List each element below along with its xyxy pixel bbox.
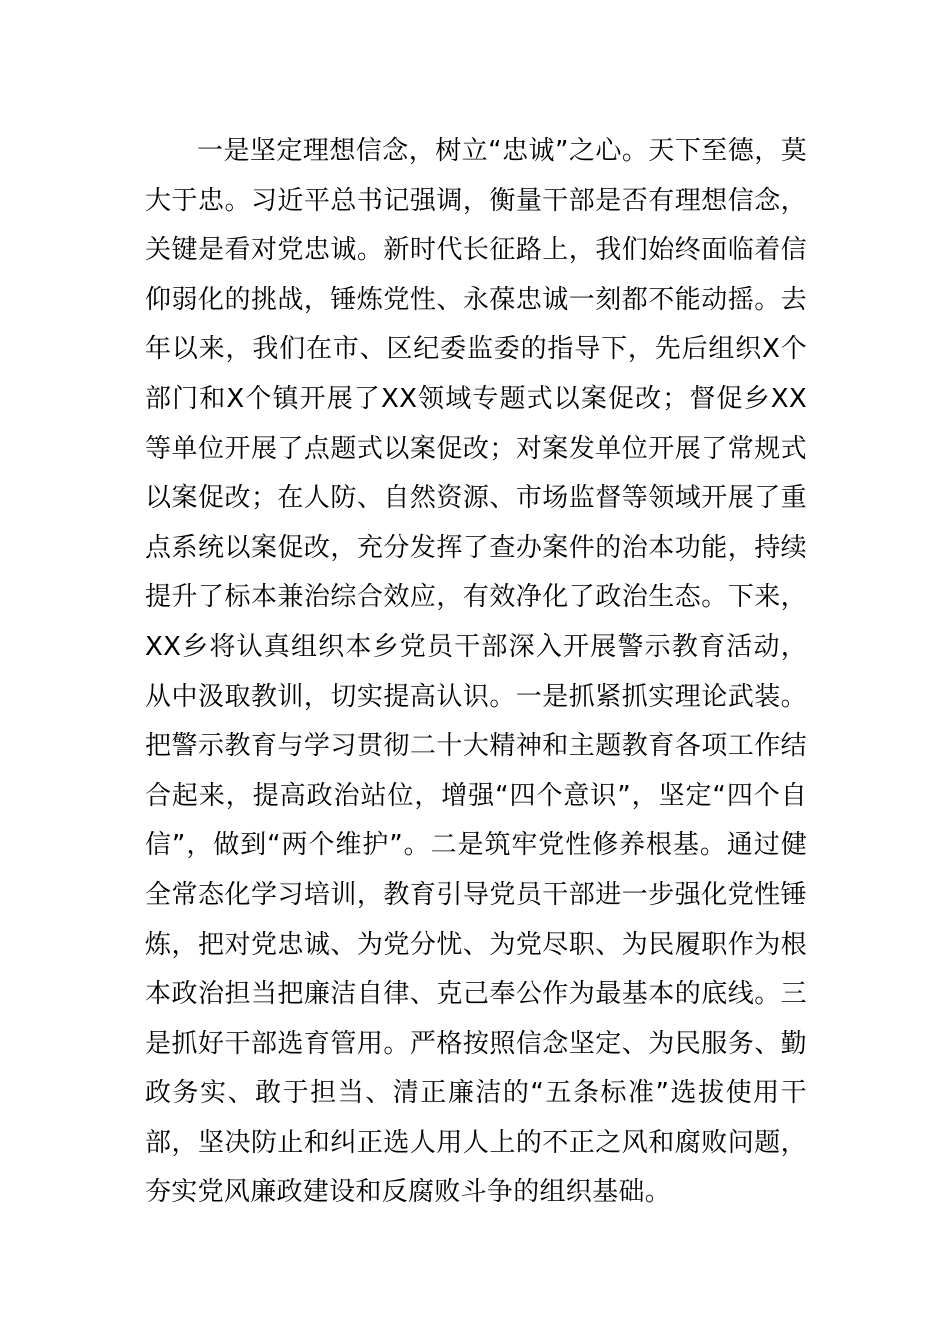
body-paragraph: 一是坚定理想信念，树立“忠诚”之心。天下至德，莫大于忠。习近平总书记强调，衡量干部是否有理想信念，关键是看对党忠诚。新时代长征路上，我们始终面临着信仰弱化的挑战，锤炼党性、永葆忠诚一刻都不能动摇。去年以来，我们在市、区纪委监委的指导下，先后组织X个部门和X个镇开展了XX领域专题式以案促改；督促乡XX等单位开展了点题式以案促改；对案发单位开展了常规式以案促改；在人防、自然资源、市场监督等领域开展了重点系统以案促改，充分发挥了查办案件的治本功能，持续提升了标本兼治综合效应，有效净化了政治生态。下来，XX乡将认真组织本乡党员干部深入开展警示教育活动，从中汲取教训，切实提高认识。一是抓紧抓实理论武装。把警示教育与学习贯彻二十大精神和主题教育各项工作结合起来，提高政治站位，增强“四个意识”，坚定“四个自信”，做到“两个维护”。二是筑牢党性修养根基。通过健全常态化学习培训，教育引导党员干部进一步强化党性锤炼，把对党忠诚、为党分忧、为党尽职、为民履职作为根本政治担当把廉洁自律、克己奉公作为最基本的底线。三是抓好干部选育管用。严格按照信念坚定、为民服务、勤政务实、敢于担当、清正廉洁的“五条标准”选拔使用干部，坚决防止和纠正选人用人上的不正之风和腐败问题，夯实党风廉政建设和反腐败斗争的组织基础。 bbox=[145, 136, 807, 1208]
